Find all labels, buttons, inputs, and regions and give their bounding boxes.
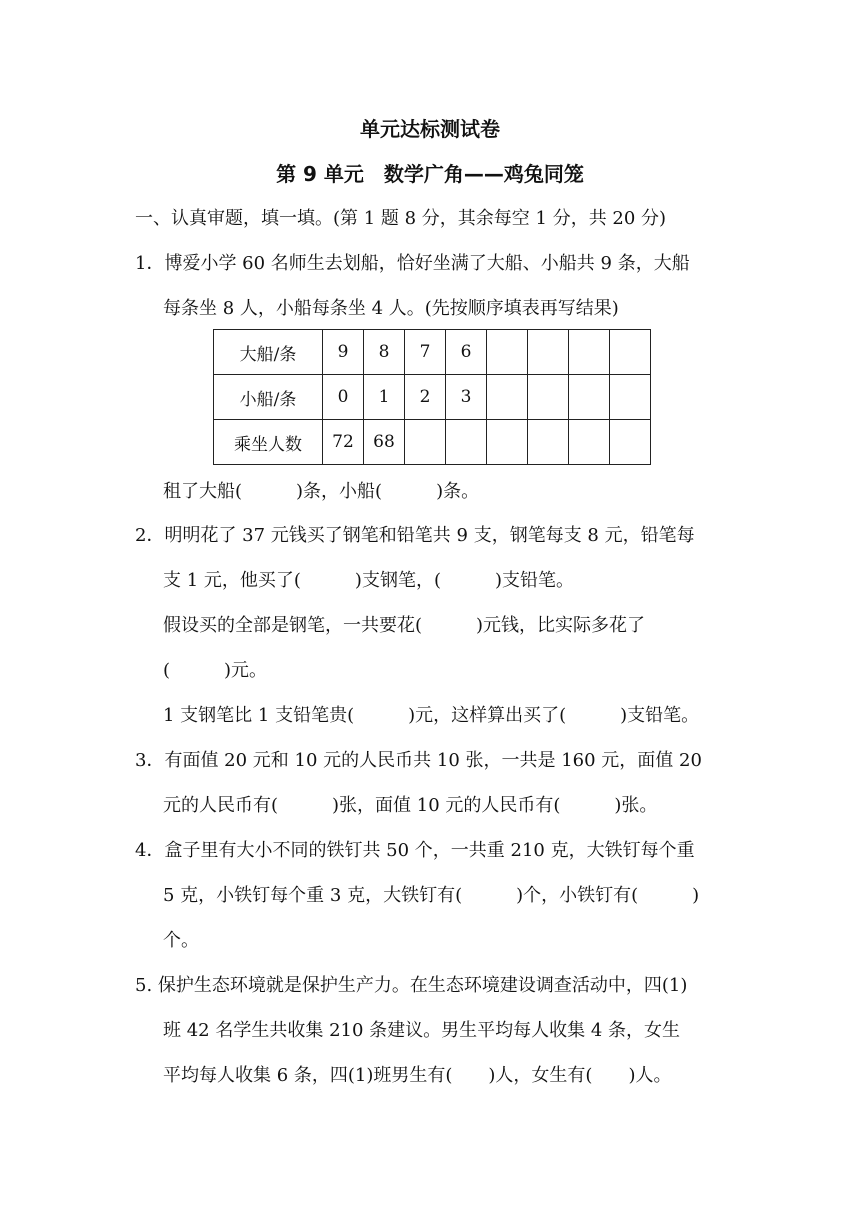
table-cell[interactable] [610,420,651,465]
table-cell[interactable] [569,375,610,420]
q2-line-2[interactable]: 支 1 元，他买了( )支钢笔，( )支铅笔。 [163,570,574,591]
q5-line-2: 班 42 名学生共收集 210 条建议。男生平均每人收集 4 条，女生 [163,1020,681,1041]
table-cell[interactable] [528,420,569,465]
q4-line-3: 个。 [163,930,199,951]
q3-line-2[interactable]: 元的人民币有( )张，面值 10 元的人民币有( )张。 [163,795,658,816]
q2-line-5[interactable]: 1 支钢笔比 1 支铅笔贵( )元，这样算出买了( )支铅笔。 [163,705,700,726]
q1-answer-line[interactable]: 租了大船( )条，小船( )条。 [163,481,480,502]
table-cell[interactable]: 8 [364,330,405,375]
table-cell[interactable] [528,375,569,420]
table-cell[interactable]: 2 [405,375,446,420]
section-heading: 一、认真审题，填一填。(第 1 题 8 分，其余每空 1 分，共 20 分) [135,208,667,229]
table-row-label: 大船/条 [214,330,323,375]
q4-line-1: 4．盒子里有大小不同的铁钉共 50 个，一共重 210 克，大铁钉每个重 [135,840,695,861]
table-cell[interactable]: 6 [446,330,487,375]
q2-line-3[interactable]: 假设买的全部是钢笔，一共要花( )元钱，比实际多花了 [163,615,646,636]
q2-line-1: 2．明明花了 37 元钱买了钢笔和铅笔共 9 支，钢笔每支 8 元，铅笔每 [135,525,695,546]
q5-line-1: 5. 保护生态环境就是保护生产力。在生态环境建设调查活动中，四(1) [135,975,688,996]
table-cell[interactable]: 0 [323,375,364,420]
q3-line-1: 3．有面值 20 元和 10 元的人民币共 10 张，一共是 160 元，面值 20 [135,750,702,771]
table-cell[interactable] [487,330,528,375]
table-row [214,375,651,420]
boat-table [213,329,651,465]
table-row [214,330,651,375]
q2-line-4[interactable]: ( )元。 [163,660,268,681]
table-cell[interactable] [405,420,446,465]
table-row [214,420,651,465]
table-cell[interactable]: 68 [364,420,405,465]
q4-line-2[interactable]: 5 克，小铁钉每个重 3 克，大铁钉有( )个，小铁钉有( ) [163,885,700,906]
table-cell[interactable] [610,375,651,420]
q1-line-2: 每条坐 8 人，小船每条坐 4 人。(先按顺序填表再写结果) [163,298,619,319]
table-cell[interactable]: 72 [323,420,364,465]
table-cell[interactable] [528,330,569,375]
table-cell[interactable] [487,375,528,420]
table-cell[interactable] [610,330,651,375]
table-cell[interactable] [446,420,487,465]
table-cell[interactable] [569,330,610,375]
q5-line-3[interactable]: 平均每人收集 6 条，四(1)班男生有( )人，女生有( )人。 [163,1065,672,1086]
table-cell[interactable]: 1 [364,375,405,420]
table-cell[interactable]: 3 [446,375,487,420]
table-row-label: 小船/条 [214,375,323,420]
q1-line-1: 1．博爱小学 60 名师生去划船，恰好坐满了大船、小船共 9 条，大船 [135,253,690,274]
unit-subtitle: 第 9 单元 数学广角——鸡兔同笼 [276,162,584,186]
table-cell[interactable] [487,420,528,465]
table-cell[interactable]: 9 [323,330,364,375]
page-title: 单元达标测试卷 [360,117,500,141]
table-row-label: 乘坐人数 [214,420,323,465]
table-cell[interactable] [569,420,610,465]
table-cell[interactable]: 7 [405,330,446,375]
